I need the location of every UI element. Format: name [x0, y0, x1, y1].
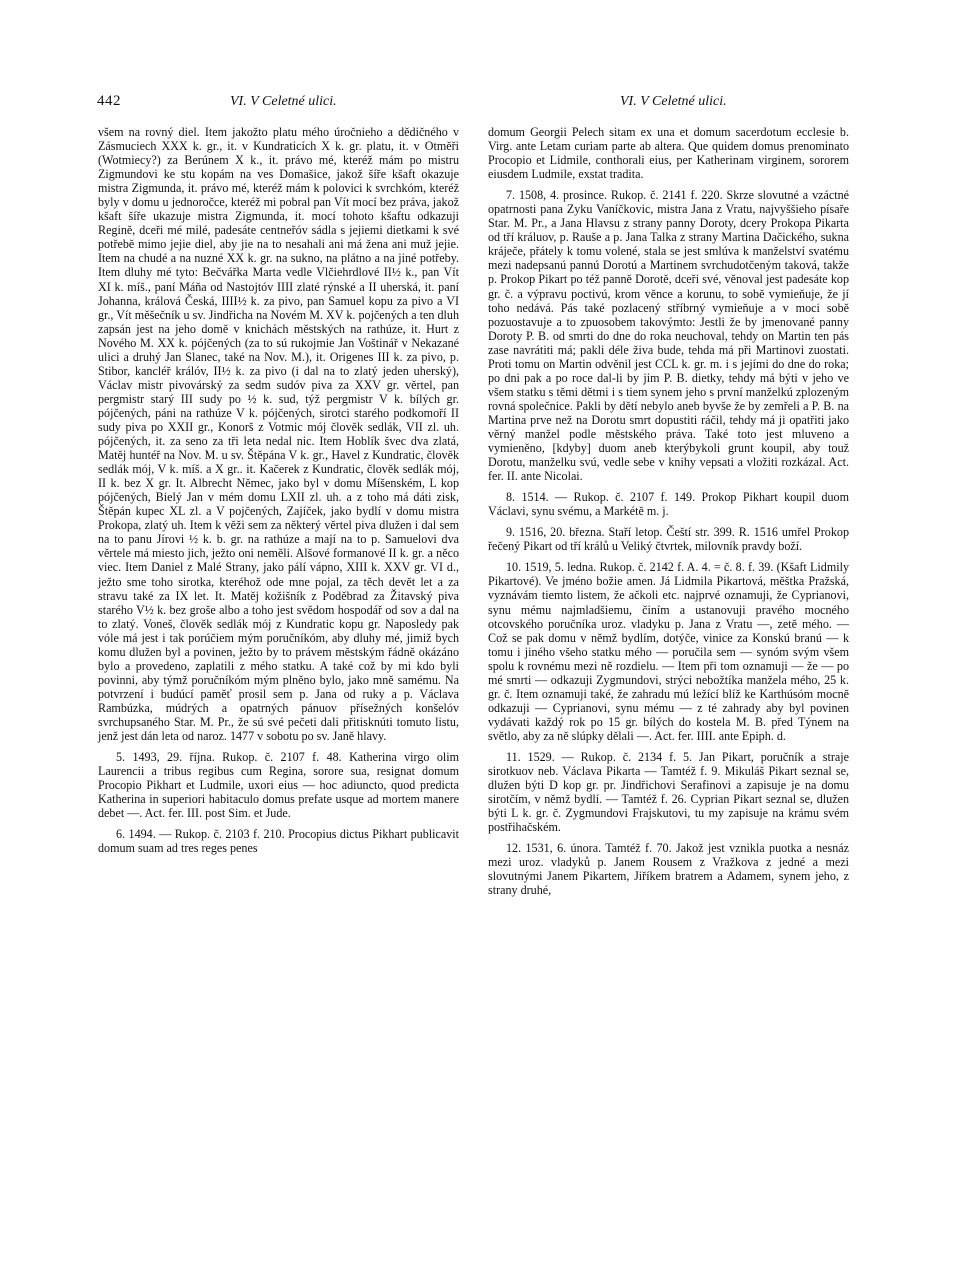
running-head-left: VI. V Celetné ulici. [230, 94, 337, 109]
right-entry-9: 9. 1516, 20. března. Staří letop. Čeští str. 399. R. 1516 umřel Prokop řečený Pikart od tří králů u Veliký čtvrtek, milovník pravdy boží. [488, 525, 849, 554]
left-paragraph-1: všem na rovný diel. Item jakožto platu mého úročnieho a dědičného v Zásmuciech XXX k. gr., it. v Kundraticích X k. gr. platu, it. v Otměři (Wotmiecy?) za Berúnem X k., it. právo mé, kteréž mám po mistru Zigmundovi ke stu kopám na ves Domašice, jakož šíře kšaft okazuje mistra Zigmunda, it. právo mé, kteréž mám k polovici k svrchkóm, kteréž byly v domu u jednoročce, kteréž mi pobral pan Vít mocí bez práva, jakož kšaft šíře ukazuje mistra Zigmunda, it. mocí tohoto kšaftu odkazuji Regině, dceři mé milé, padesáte centneřóv sádla s jejiemi dietkami k své potřebě mimo jejie diel, aby jie na to nesahali ani má žena ani muž jejie. Item na chudé a na nuzné XX k. gr. na sukno, na plátno a na jiné potřeby. Item dluhy mé tyto: Bečvářka Marta vedle Vlčiehrdlové II½ k., pan Vít XI k. míš., paní Máňa od Nastojtóv IIII zlaté rýnské a II uherská, it. paní Johanna, králová Česká, IIII½ k. za pivo, pan Samuel kopu za pivo a VI gr., Vít měšečník u sv. Jindřicha na Novém M. XV k. pojčených a ten dluh zapsán jest na jeho domě v knichách městských na rathúze, it. Hurt z Nového M. XX k. pójčených (za to sú rukojmie Jan Voštinář v Nekazané ulici a druhý Jan Slanec, také na Nov. M.), it. Origenes III k. za pivo, p. Stibor, kancléř králóv, II½ k. za pivo (i dal na to zlatý jeden uherský), Václav mistr pivovárský za sedm sudóv piva za XXV gr. věrtel, pan pergmistr starý III sudy po ½ k. sud, týž pergmistr V k. bílých gr. pójčených, páni na rathúze V k. pójčených, sirotci starého podkomoří II sudy piva po XXII gr., Konorš z Votmic mój člověk sedlák, VII zl. uh. pójčených, it. za seno za tři leta nedal nic. Item Hoblík švec dva zlatá, Matěj huntéř na Nov. M. u sv. Štěpána V k. gr., Havel z Kundratic, člověk sedlák mój, V k. míš. a X gr.. it. Kačerek z Kundratic, člověk sedlák mój, II k. bez X gr. It. Albrecht Němec, jako byl v domu Míšenském, L kop pójčených, Bielý Jan v mém domu LXII zl. uh. a z toho má dáti zisk, Štěpán kupec XL zl. a V pojčených, Zajíček, jako bydlí v domu mistra Prokopa, zlatý uh. Item k věži sem za některý věrtel piva dlužen i dal sem na to panu Jírovi ½ k. b. gr. na rathúze a mají na to p. Samuelovi dva věrtele má miesto jich, ježto oni neměli. Alšové formanové II k. gr. a něco viec. Item Daniel z Malé Strany, jako pálí vápno, XIII k. XXV gr. VI d., ježto sme toho sirotka, kteréhož ode mne pojal, za těch devět let a za stravu také za IX let. It. Matěj kožišník z Poděbrad za Žitavský piva starého V½ k. bez groše albo a toho jest svědom hospodář od sov a dal na to zlatý. Voneš, člověk sedlák mój z Kundratic kopu gr. Naposledy pak vóle má jest i tak porúčiem mým poručníkóm, aby dluhy mé, jimiž bych komu dlužen byl a povinen, ježto by to právem městským řádně okázáno bylo a provedeno, zaplatili z mého statku. A také což by mi kdo byli povinni, aby týmž poručníkóm mým plněno bylo, jako mně samému. Na potvrzení i budúcí paměť prosil sem p. Jana od ruky a p. Václava Rambúzka, múdrých a opatrných pánuov přísežných konšelóv svrchupsaného Star. M. Pr., že sú své pečeti dali přitisknúti tomuto listu, jenž jest dán leta od naroz. 1477 v sobotu po sv. Janě hlavy. [98, 125, 459, 744]
page-number: 442 [97, 93, 121, 109]
left-entry-6: 6. 1494. — Rukop. č. 2103 f. 210. Procopius dictus Pikhart publicavit domum suam ad tres reges penes [98, 827, 459, 856]
right-column [488, 125, 849, 897]
right-entry-10: 10. 1519, 5. ledna. Rukop. č. 2142 f. A. 4. = č. 8. f. 39. (Kšaft Lidmily Pikartové). Ve jméno božie amen. Já Lidmila Pikartová, měštka Pražská, vyznávám tiemto listem, že ačkoli etc. najprvé oznamuji, že Cyprianovi, synu mému najmladšiemu, činím a ustanovuji pravého mocného otcovského poručníka uroz. vladyku p. Jana z Vratu —, zetě mého. — Což se pak domu v němž bydlím, dotýče, vinice za Konskú branú — k tomu i jiného všeho statku mého — poručila sem — synóm svým všem spolu k rovnému mezi ně rozdielu. — Item při tom oznamuji — že — po mé smrti — odkazuji Zygmundovi, strýci nebožtíka manžela mého, 25 k. gr. č. Item oznamuji také, že zahradu mú ležící blíž ke Karthúsóm mocně odkazuji — Cyprianovi, synu mému — z té zahrady aby byl povinen vydávati každý rok po 15 gr. bílých do kostela M. B. před Týnem na světlo, aby za ně slúpky dělali —. Act. fer. IIII. ante Epiph. d. [488, 560, 849, 743]
running-head-right: VI. V Celetné ulici. [620, 94, 727, 109]
left-column [98, 125, 459, 855]
left-entry-5: 5. 1493, 29. října. Rukop. č. 2107 f. 48. Katherina virgo olim Laurencii a tribus regibus cum Regina, sorore sua, resignat domum Procopio Pikhart et Ludmile, uxori eius — hoc adiuncto, quod predicta Katherina in superiori habitaculo domus prefate usque ad mortem manere debet —. Act. fer. III. post Sim. et Jude. [98, 750, 459, 821]
right-paragraph-1: domum Georgii Pelech sitam ex una et domum sacerdotum ecclesie b. Virg. ante Letam curiam parte ab altera. Que quidem domus prenominato Procopio et Lidmile, conthorali eius, per Katherinam virginem, sororem eiusdem Ludmile, exstat tradita. [488, 125, 849, 182]
right-entry-8: 8. 1514. — Rukop. č. 2107 f. 149. Prokop Pikhart koupil duom Václavi, synu svému, a Markétě m. j. [488, 490, 849, 519]
right-entry-7: 7. 1508, 4. prosince. Rukop. č. 2141 f. 220. Skrze slovutné a vzáctné opatrnosti pana Zyku Vaníčkovic, mistra Jana z Vratu, najvyššieho písaře Star. M. Pr., a Jana Hlavsu z strany panny Doroty, dcery Prokopa Pikarta od tří králuov, p. Rauše a p. Jana Talka z strany Martina Dačického, sukna kráječe, přátely k tomu volené, stala se jest smlúva k manželství svatému mezi nadepsanú pannú Dorotú a Martinem svrchudotčeným taková, takže p. Prokop Pikart po též panně Dorotě, dceři své, věnoval jest padesáte kop gr. č. a výpravu poctivú, krom věnce a korunu, to sobě vymieňuje, že jí toho nedává. Pás také pozlacený stříbrný vymieňuje a v moci sobě pozuostavuje a to zpuosobem takovýmto: Jestli že by jmenované panny Doroty P. B. od smrti do dne do roka neuchoval, tehdy on Martin ten pás zase navrátiti má; pakli déle živa bude, tehda má při Martinovi zuostati. Proti tomu on Martin odvěnil jest CCL k. gr. m. i s jejími do dne do roka; po dni pak a po roce dal-li by jim P. B. dietky, tehdy má býti v jeho ve všem statku s těmi dětmi i s tiem synem jeho s první manželkú zplozeným rovná společnice. Pakli by dětí nebylo aneb byvše že by zemřeli a P. B. na Martina prve než na Dorotu smrt dopustiti ráčil, tehdy má ji opatřiti jako věrný manžel podle městského práva. Také toto jest mluveno a vymieněno, [kdyby] duom aneb kterýbykoli grunt koupil, aby touž Dorotu, manželku svú, vedle sebe v knihy vepsati a vložiti rozkázal. Act. fer. II. ante Nicolai. [488, 188, 849, 484]
right-entry-11: 11. 1529. — Rukop. č. 2134 f. 5. Jan Pikart, poručník a straje sirotkuov neb. Václava Pikarta — Tamtéž f. 9. Mikuláš Pikart seznal se, dlužen býti D kop gr. pr. Jindřichovi Serafinovi a zapisuje je na domu sirotčím, v němž bydlí. — Tamtéž f. 26. Cyprian Pikart seznal se, dlužen býti L k. gr. č. Zygmundovi Frajskutovi, tu my zapisuje na krámu svém postřihačském. [488, 749, 849, 835]
right-entry-12: 12. 1531, 6. února. Tamtéž f. 70. Jakož jest vznikla puotka a nesnáz mezi uroz. vladyků p. Janem Rousem z Vražkova z jedné a mezi slovutnými Janem Pikartem, Jiříkem bratrem a Adamem, synem jeho, z strany druhé, [488, 841, 849, 898]
